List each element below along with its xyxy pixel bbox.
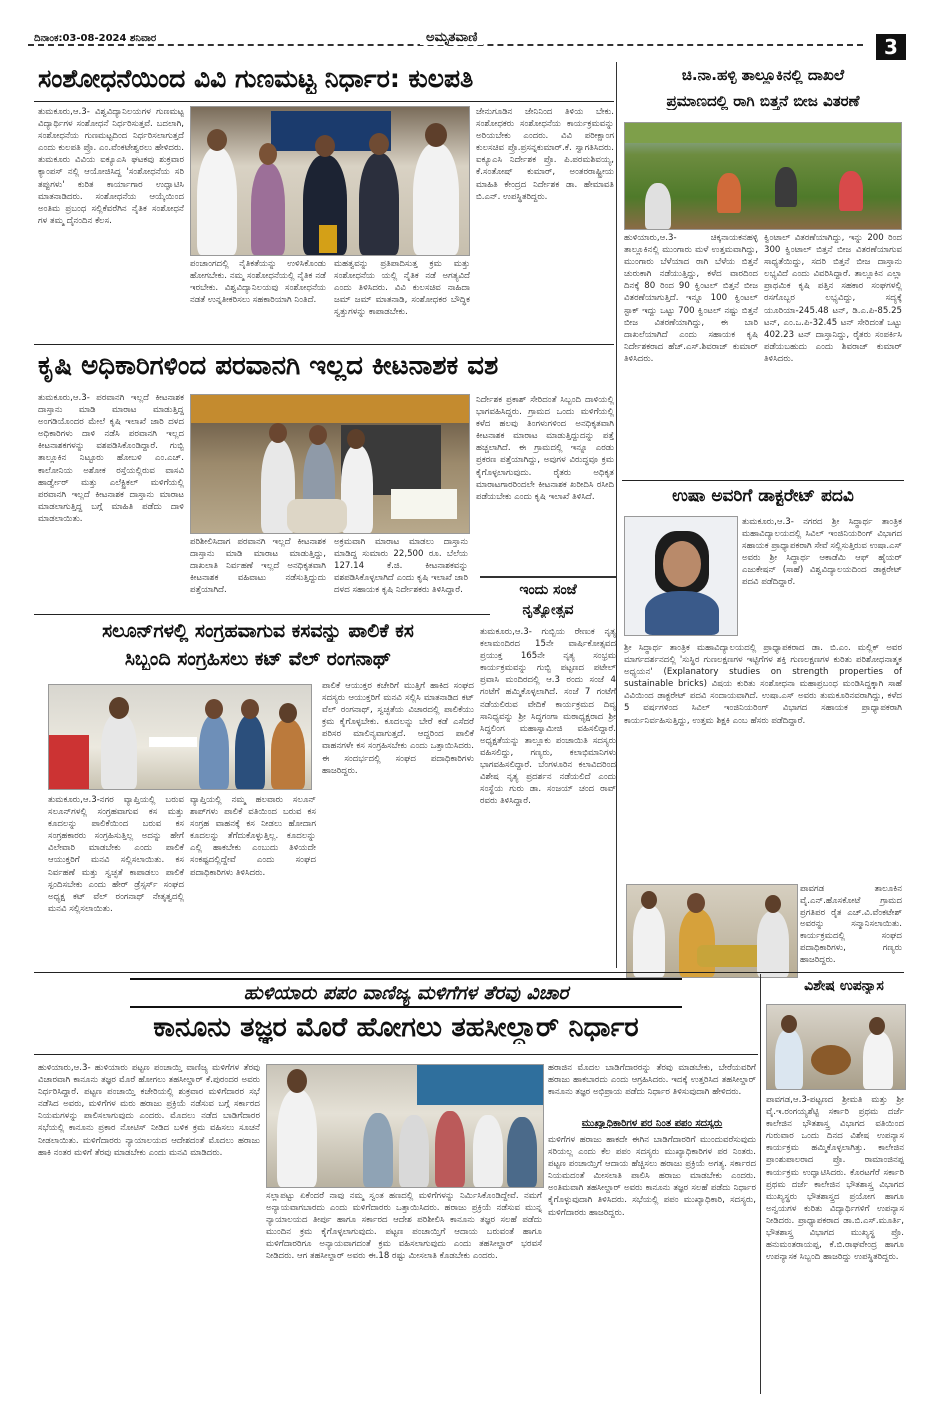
memorandum-paper: [149, 737, 197, 747]
shop-raid-photo: [190, 394, 470, 534]
person-figure: [235, 715, 265, 789]
person-face: [279, 703, 297, 723]
newspaper-name: ಅಮೃತವಾಣಿ: [420, 30, 483, 45]
person-figure: [413, 143, 459, 255]
dance-headline-1: ಇಂದು ಸಂಜೆ: [519, 582, 577, 598]
person-face: [347, 429, 365, 449]
huliyar-kicker: ಹುಳಿಯಾರು ಪಪಂ ವಾಣಿಜ್ಯ ಮಳಿಗೆಗಳ ತೆರವು ವಿಚಾರ: [130, 978, 682, 1008]
experiment-apparatus: [811, 1045, 851, 1075]
person-figure: [101, 713, 137, 789]
huliyar-subhead: ಮುಖ್ಯಾಧಿಕಾರಿಗಳ ಪರ ನಿಂತ ಪಪಂ ಸದಸ್ಯರು: [581, 1118, 723, 1129]
person-face: [765, 895, 781, 913]
person-figure: [359, 153, 399, 255]
person-figure: [473, 1115, 503, 1187]
person-face: [269, 423, 287, 443]
vv-col-2: ಪಂಚಾಂಗದಲ್ಲಿ ನೈತಿಕತೆಯನ್ನು ಉಳಿಸಿಕೊಂಡು ಹೋಗಬೇಕು. ನಮ್ಮ ಸಂಶೋಧನೆಯಲ್ಲಿ ನೈತಿಕ ನಡೆ ಇರಬೇಕು. ವಿಶ್ವವಿದ್ಯಾನಿಲಯವು ಸಂಶೋಧನೆಯ ನಡತೆ ಉನ್ನತೀಕರಿಸಲು ಸಹಕಾರಿಯಾಗಿ ನಿಂತಿದೆ.: [190, 259, 326, 306]
huliyar-col-3b: ಮಳಿಗೆಗಳ ಹರಾಜು ಹಾಕದೇ ಈಗಿನ ಬಾಡಿಗೆದಾರರಿಗೆ ಮುಂದುವರೆಸುವುದು ಸರಿಯಲ್ಲ ಎಂದು ಕೆಲ ಪಪಂ ಸದಸ್ಯರು ಮುಖ್ಯಾಧಿಕಾರಿಗಳ ಪರ ನಿಂತರು. ಪಟ್ಟಣ ಪಂಚಾಯ್ತಿಗೆ ಆದಾಯ ಹೆಚ್ಚಿಸಲು ಹರಾಜು ಪ್ರಕ್ರಿಯೆ ಅಗತ್ಯ. ಸರ್ಕಾರದ ನಿಯಮದಂತೆ ಮೀಸಲಾತಿ ಪಾಲಿಸಿ ಹರಾಜು ಮಾಡಬೇಕು ಎಂದರು. ಅಂತಿಮವಾಗಿ ತಹಸೀಲ್ದಾರ್ ಅವರು ಕಾನೂನು ತಜ್ಞರ ಸಲಹೆ ಪಡೆದು ನಿರ್ಧಾರ ಕೈಗೊಳ್ಳುವುದಾಗಿ ತಿಳಿಸಿದರು. ಸಭೆಯಲ್ಲಿ ಪಪಂ ಮುಖ್ಯಾಧಿಕಾರಿ, ಸದಸ್ಯರು, ಮಳಿಗೆದಾರರು ಹಾಜರಿದ್ದರು.: [548, 1135, 756, 1218]
university-event-photo: [190, 106, 470, 256]
issue-date: ದಿನಾಂಕ:03-08-2024 ಶನಿವಾರ: [34, 33, 157, 44]
person-figure: [435, 1111, 465, 1187]
rule: [34, 101, 614, 102]
lecture-photo: [766, 1004, 906, 1090]
usha-portrait: [624, 516, 738, 636]
person-face: [109, 697, 129, 719]
person-figure: [717, 173, 741, 213]
person-figure: [271, 719, 305, 789]
ragi-headline-1: ಚಿ.ನಾ.ಹಳ್ಳಿ ತಾಲ್ಲೂಕಿನಲ್ಲಿ ದಾಖಲೆ: [681, 66, 845, 84]
person-figure: [277, 1089, 317, 1187]
huliyar-col-2: ಸಲ್ಲಾಪಟ್ಟು ಏಕೆಂದರೆ ನಾವು ನಮ್ಮ ಸ್ವಂತ ಹಣದಲ್ಲಿ ಮಳಿಗೆಗಳನ್ನು ನಿರ್ಮಿಸಿಕೊಂಡಿದ್ದೇವೆ. ನಮಗೆ ಅನ್ಯಾಯವಾಗಬಾರದು ಎಂದು ಮಳಿಗೆದಾರರು ಒತ್ತಾಯಿಸಿದರು. ಹರಾಜು ಪ್ರಕ್ರಿಯೆ ನಡೆಸುವ ಮುನ್ನ ನ್ಯಾಯಾಲಯದ ತೀರ್ಪು ಹಾಗೂ ಸರ್ಕಾರದ ಆದೇಶ ಪರಿಶೀಲಿಸಿ ಕಾನೂನು ತಜ್ಞರ ಸಲಹೆ ಪಡೆದು ಮುಂದಿನ ಕ್ರಮ ಕೈಗೊಳ್ಳಲಾಗುವುದು. ಪಟ್ಟಣ ಪಂಚಾಯ್ತಿಗೆ ಆದಾಯ ಬರುವಂತೆ ಹಾಗೂ ಮಳಿಗೆದಾರರಿಗೂ ಅನ್ಯಾಯವಾಗದಂತೆ ಕ್ರಮ ವಹಿಸಲಾಗುವುದು ಎಂದು ತಹಸೀಲ್ದಾರ್ ಭರವಸೆ ನೀಡಿದರು. ಆಗ ತಹಸೀಲ್ದಾರ್ ಅವರು ಈ.18 ರಷ್ಟು ಮೀಸಲಾತಿ ಕೊಡಬೇಕು ಎಂದರು.: [266, 1191, 542, 1262]
person-face: [259, 143, 277, 165]
person-figure: [757, 911, 789, 977]
person-face: [869, 1017, 885, 1035]
person-face: [309, 425, 327, 445]
lamp: [319, 225, 337, 253]
rule: [34, 614, 490, 615]
huliyar-col-1: ಹುಳಿಯಾರು,ಆ.3- ಹುಳಿಯಾರು ಪಟ್ಟಣ ಪಂಚಾಯ್ತಿ ವಾಣಿಜ್ಯ ಮಳಿಗೆಗಳ ತೆರವು ವಿಚಾರವಾಗಿ ಕಾನೂನು ತಜ್ಞರ ಮೊರೆ ಹೋಗಲು ತಹಸೀಲ್ದಾರ್ ಕೆ.ಪುರಂದರ ಅವರು ನಿರ್ಧರಿಸಿದ್ದಾರೆ. ಪಟ್ಟಣ ಪಂಚಾಯ್ತಿ ಕಚೇರಿಯಲ್ಲಿ ಶುಕ್ರವಾರ ಮಳಿಗೆದಾರರ ಸಭೆ ನಡೆಸಿದ ಅವರು, ಮಳಿಗೆಗಳ ಮರು ಹರಾಜು ಪ್ರಕ್ರಿಯೆ ನಡೆಸುವ ಬಗ್ಗೆ ಸರ್ಕಾರದ ನಿಯಮಗಳನ್ನು ಪಾಲಿಸಲಾಗುವುದು ಎಂದರು. ಮೊದಲು ನಡೆದ ಬಾಡಿಗೆದಾರರ ಸಭೆಯಲ್ಲಿ ಕಾನೂನು ಪ್ರಕಾರ ನೋಟಿಸ್ ನೀಡಿದ ಬಳಿಕ ಕ್ರಮ ವಹಿಸಲು ಸೂಚನೆ ನೀಡಲಾಯಿತು. ಮಳಿಗೆದಾರರು ನ್ಯಾಯಾಲಯದ ಆದೇಶದಂತೆ ಮೊದಲು ಹರಾಜು ಹಾಕಿ ನಂತರ ಮಳಿಗೆ ತೆರವು ಮಾಡಬೇಕು ಎಂದು ಮನವಿ ಮಾಡಿದರು.: [38, 1063, 260, 1158]
person-figure: [775, 167, 797, 207]
person-face: [781, 1015, 797, 1033]
rule: [34, 1054, 758, 1055]
person-face: [287, 1069, 307, 1093]
vv-col-3: ಮಹತ್ವವನ್ನು ಪ್ರತಿಪಾದಿಸುತ್ತ ಕ್ರಮ ಮತ್ತು ಸಂಶೋಧನೆಯ ಯಲ್ಲಿ ನೈತಿಕ ನಡೆ ಅಗತ್ಯವಿದೆ ಎಂದು ತಿಳಿಸಿದರು. ವಿವಿ ಕುಲಸಚಿವ ನಾಹಿದಾ ಜಮ್ ಜಮ್ ಮಾತನಾಡಿ, ಸಂಶೋಧಕರ ಬೌದ್ಧಿಕ ಸ್ವತ್ತುಗಳನ್ನು ಕಾಪಾಡಬೇಕು.: [334, 259, 470, 318]
tree-line: [625, 123, 901, 143]
person-figure: [199, 715, 229, 789]
vv-headline: ಸಂಶೋಧನೆಯಿಂದ ವಿವಿ ಗುಣಮಟ್ಟ ನಿರ್ಧಾರ: ಕುಲಪತಿ: [38, 64, 474, 93]
person-face: [241, 699, 259, 719]
special-col: ಪಾವಗಡ,ಆ.3-ಪಟ್ಟಣದ ಶ್ರೀಮತಿ ಮತ್ತು ಶ್ರೀ ವೈ.ಇ.ರಂಗಯ್ಯಶೆಟ್ಟಿ ಸರ್ಕಾರಿ ಪ್ರಥಮ ದರ್ಜೆ ಕಾಲೇಜಿನ ಭೌತಶಾಸ್ತ್ರ ವಿಭಾಗದ ವತಿಯಿಂದ ಗುರುವಾರ ಒಂದು ದಿನದ ವಿಶೇಷ ಉಪನ್ಯಾಸ ಕಾರ್ಯಕ್ರಮ ಹಮ್ಮಿಕೊಳ್ಳಲಾಗಿತ್ತು. ಕಾಲೇಜಿನ ಪ್ರಾಂಶುಪಾಲರಾದ ಪ್ರೊ. ರಾಮಾಂಜಿನಪ್ಪ ಕಾರ್ಯಕ್ರಮ ಉದ್ಘಾಟಿಸಿದರು. ಕೊರಟಗೆರೆ ಸರ್ಕಾರಿ ಪ್ರಥಮ ದರ್ಜೆ ಕಾಲೇಜಿನ ಭೌತಶಾಸ್ತ್ರ ವಿಭಾಗದ ಮುಖ್ಯಸ್ಥರು ಭೌತಶಾಸ್ತ್ರದ ಪ್ರಯೋಗ ಹಾಗೂ ಅನ್ವಯಗಳ ಕುರಿತು ವಿದ್ಯಾರ್ಥಿಗಳಿಗೆ ಉಪನ್ಯಾಸ ನೀಡಿದರು. ಪ್ರಾಧ್ಯಾಪಕರಾದ ಡಾ.ಬಿ.ಎಸ್.ಮೂರ್ತಿ, ಭೌತಶಾಸ್ತ್ರ ವಿಭಾಗದ ಮುಖ್ಯಸ್ಥ ಪ್ರೊ. ಹನುಮಂತರಾಯಪ್ಪ, ಕೆ.ಬಿ.ರಾಘವೇಂದ್ರ ಹಾಗೂ ಉಪನ್ಯಾಸಕ ಸಿಬ್ಬಂದಿ ಹಾಜರಿದ್ದು ಉಪಸ್ಥಿತರಿದ್ದರು.: [766, 1095, 904, 1263]
person-face: [425, 123, 447, 147]
saloon-col-2: ವ್ಯಾಪ್ತಿಯಲ್ಲಿ ನಮ್ಮ ಹಲವಾರು ಸಲೂನ್ ಶಾಪ್‌ಗಳು ಪಾಲಿಕೆ ವತಿಯಿಂದ ಬರುವ ಕಸ ಸಂಗ್ರಹ ವಾಹನಕ್ಕೆ ಕಸ ನೀಡಲು ಹೋದಾಗ ಕೂದಲನ್ನು ತೆಗೆದುಕೊಳ್ಳುತ್ತಿಲ್ಲ. ಕೂದಲನ್ನು ಎಲ್ಲಿ ಹಾಕಬೇಕು ಎಂಬುದು ತಿಳಿಯದೇ ಸಂಕಷ್ಟದಲ್ಲಿದ್ದೇವೆ ಎಂದು ಸಂಘದ ಪದಾಧಿಕಾರಿಗಳು ತಿಳಿಸಿದರು.: [190, 795, 316, 878]
ragi-col-2: ಕ್ವಿಂಟಾಲ್ ವಿತರಣೆಯಾಗಿದ್ದು, ಇನ್ನು 200 ರಿಂದ 300 ಕ್ವಿಂಟಾಲ್ ಬಿತ್ತನೆ ಬೀಜ ವಿತರಣೆಯಾಗುವ ಸಾಧ್ಯತೆಯಿದ್ದು, ಸದರಿ ಬಿತ್ತನೆ ಬೀಜ ದಾಸ್ತಾನು ಲಭ್ಯವಿದೆ ಎಂದು ವಿವರಿಸಿದ್ದಾರೆ. ತಾಲ್ಲೂಕಿನ ಎಲ್ಲಾ ಪ್ರಾಥಮಿಕ ಕೃಷಿ ಪತ್ತಿನ ಸಹಕಾರ ಸಂಘಗಳಲ್ಲಿ ರಸಗೊಬ್ಬರ ಲಭ್ಯವಿದ್ದು, ಸದ್ಯಕ್ಕೆ ಯೂರಿಯಾ-245.48 ಟನ್, ಡಿ.ಎ.ಪಿ-85.25 ಟನ್, ಎಂ.ಒ.ಪಿ-32.45 ಟನ್ ಸೇರಿದಂತೆ ಒಟ್ಟು 402.23 ಟನ್ ದಾಸ್ತಾನಿದ್ದು, ರೈತರು ಸಂಪರ್ಕಿಸಿ ಪಡೆಯಬಹುದು ಎಂದು ಶಿವರಾಜ್ ಕುಮಾರ್ ತಿಳಿಸಿದರು.: [764, 233, 902, 364]
saloon-headline-2: ಸಿಬ್ಬಂದಿ ಸಂಗ್ರಹಿಸಲು ಕಟ್ ವೆಲ್ ರಂಗನಾಥ್: [124, 648, 392, 670]
person-figure: [197, 147, 237, 255]
pesticide-headline: ಕೃಷಿ ಅಧಿಕಾರಿಗಳಿಂದ ಪರವಾನಗಿ ಇಲ್ಲದ ಕೀಟನಾಶಕ ವಶ: [38, 351, 499, 381]
shop-signboard: [191, 395, 469, 423]
seized-sacks: [287, 499, 347, 533]
person-face: [315, 135, 335, 157]
page-number: 3: [876, 34, 906, 60]
person-figure: [363, 1113, 393, 1187]
huliyar-headline: ಕಾನೂನು ತಜ್ಞರ ಮೊರೆ ಹೋಗಲು ತಹಸೀಲ್ದಾರ್ ನಿರ್ಧಾರ: [153, 1012, 639, 1043]
pesticide-col-3: ಅಕ್ರಮವಾಗಿ ಮಾರಾಟ ಮಾಡಲು ದಾಸ್ತಾನು ಮಾಡಿದ್ದ ಸುಮಾರು 22,500 ರೂ. ಬೆಲೆಯ 127.14 ಕೆ.ಜಿ. ಕೀಟನಾಶಕವನ್ನು ವಶಪಡಿಸಿಕೊಳ್ಳಲಾಗಿದೆ ಎಂದು ಕೃಷಿ ಇಲಾಖೆ ಜಾರಿ ದಳದ ಸಹಾಯಕ ಕೃಷಿ ನಿರ್ದೇಶಕರು ತಿಳಿಸಿದ್ದಾರೆ.: [334, 537, 468, 596]
person-face: [663, 541, 701, 587]
person-figure: [507, 1117, 537, 1187]
rule: [480, 576, 616, 578]
huliyar-meeting-photo: [266, 1064, 544, 1188]
person-figure: [645, 183, 671, 229]
rule: [34, 344, 614, 345]
vv-col-4: ಜೇನುಗೂಡಿನ ಜೇನಿನಿಂದ ತಿಳಿಯ ಬೇಕು. ಸಂಶೋಧಕರು ಸಂಶೋಧನೆಯ ಕಾರ್ಯಕ್ರಮವನ್ನು ಅರಿಯಬೇಕು ಎಂದರು. ವಿವಿ ಪರೀಕ್ಷಾಂಗ ಕುಲಸಚಿವ ಪ್ರೊ.ಪ್ರಸನ್ನಕುಮಾರ್.ಕೆ. ಸ್ವಾಗತಿಸಿದರು. ಐಕ್ಯೂಎಸಿ ನಿರ್ದೇಶಕ ಪ್ರೊ. ಪಿ.ಪರಮಶಿವಯ್ಯ, ಕೆ.ಸಂತೋಷ್ ಕುಮಾರ್, ಅಂತರರಾಷ್ಟ್ರೀಯ ಮಾಹಿತಿ ಕೇಂದ್ರದ ನಿರ್ದೇಶಕ ಡಾ. ಹೇಮಾವತಿ ಬಿ.ಎನ್. ಉಪಸ್ಥಿತರಿದ್ದರು.: [476, 107, 614, 202]
saloon-headline-1: ಸಲೂನ್‌ಗಳಲ್ಲಿ ಸಂಗ್ರಹವಾಗುವ ಕಸವನ್ನು ಪಾಲಿಕೆ ಕಸ: [102, 620, 414, 642]
person-figure: [863, 1031, 893, 1089]
dance-headline-2: ನೃತ್ಯೋತ್ಸವ: [522, 602, 574, 618]
felicitation-photo: [626, 884, 798, 978]
column-rule: [760, 974, 761, 1394]
person-face: [687, 893, 705, 913]
person-face: [641, 891, 657, 909]
chair: [49, 735, 89, 789]
person-figure: [645, 591, 719, 635]
pesticide-col-4: ನಿರ್ದೇಶಕ ಪ್ರಕಾಶ್ ಸೇರಿದಂತೆ ಸಿಬ್ಬಂದಿ ದಾಳಿಯಲ್ಲಿ ಭಾಗವಹಿಸಿದ್ದರು. ಗ್ರಾಮದ ಒಂದು ಮಳಿಗೆಯಲ್ಲಿ ಕಳೆದ ಹಲವು ತಿಂಗಳುಗಳಿಂದ ಅನಧಿಕೃತವಾಗಿ ಕೀಟನಾಶಕ ಮಾರಾಟ ಮಾಡುತ್ತಿದ್ದುದನ್ನು ಪತ್ತೆ ಹಚ್ಚಲಾಗಿದೆ. ಈ ಗ್ರಾಮದಲ್ಲಿ ಇನ್ನೂ ಎರಡು ಪ್ರಕರಣ ಪತ್ತೆಯಾಗಿದ್ದು, ಅವುಗಳ ವಿರುದ್ಧವೂ ಕ್ರಮ ಕೈಗೊಳ್ಳಲಾಗುವುದು. ರೈತರು ಅಧಿಕೃತ ಮಾರಾಟಗಾರರಿಂದಲೇ ಕೀಟನಾಶಕ ಖರೀದಿಸಿ ರಸೀದಿ ಪಡೆಯಬೇಕು ಎಂದು ಕೃಷಿ ಇಲಾಖೆ ತಿಳಿಸಿದೆ.: [476, 395, 614, 502]
rule: [622, 480, 904, 481]
usha-col-1: ತುಮಕೂರು,ಆ.3- ನಗರದ ಶ್ರೀ ಸಿದ್ಧಾರ್ಥ ತಾಂತ್ರಿಕ ಮಹಾವಿದ್ಯಾಲಯದಲ್ಲಿ ಸಿವಿಲ್ ಇಂಜಿನಿಯರಿಂಗ್ ವಿಭಾಗದ ಸಹಾಯಕ ಪ್ರಾಧ್ಯಾಪಕರಾಗಿ ಸೇವೆ ಸಲ್ಲಿಸುತ್ತಿರುವ ಉಷಾ.ಎಸ್ ಅವರು ಶ್ರೀ ಸಿದ್ಧಾರ್ಥ ಆಕಾಡೆಮಿ ಆಫ್ ಹೈಯರ್ ಎಜುಕೇಷನ್ (ಸಾಹೆ) ವಿಶ್ವವಿದ್ಯಾಲಯದಿಂದ ಡಾಕ್ಟರೇಟ್ ಪದವಿ ಪಡೆದಿದ್ದಾರೆ.: [742, 517, 902, 588]
person-figure: [839, 171, 863, 211]
person-figure: [251, 163, 285, 255]
person-figure: [399, 1115, 429, 1187]
usha-headline: ಉಷಾ ಅವರಿಗೆ ಡಾಕ್ಟರೇಟ್ ಪದವಿ: [672, 486, 854, 506]
dance-col: ತುಮಕೂರು,ಆ.3- ಗುಬ್ಬಿಯ ರೇಣುಕ ನೃತ್ಯ ಕಲಾಮಂದಿರದ 15ನೇ ವಾರ್ಷಿಕೋತ್ಸವದ ಪ್ರಯುಕ್ತ 165ನೇ ನೃತ್ಯ ಸಂಭ್ರಮ ಕಾರ್ಯಕ್ರಮವನ್ನು ಗುಬ್ಬಿ ಪಟ್ಟಣದ ಪಟೇಲ್ ಪ್ರವಾಸಿ ಮಂದಿರದಲ್ಲಿ ಆ.3 ರಂದು ಸಂಜೆ 4 ಗಂಟೆಗೆ ಹಮ್ಮಿಕೊಳ್ಳಲಾಗಿದೆ. ಸಂಜೆ 7 ಗಂಟೆಗೆ ನಡೆಯಲಿರುವ ವೇದಿಕೆ ಕಾರ್ಯಕ್ರಮದ ದಿವ್ಯ ಸಾನಿಧ್ಯವನ್ನು ಶ್ರೀ ಸಿದ್ಧಗಂಗಾ ಮಠಾಧ್ಯಕ್ಷರಾದ ಶ್ರೀ ಸಿದ್ಧಲಿಂಗ ಮಹಾಸ್ವಾಮೀಜಿ ವಹಿಸಲಿದ್ದಾರೆ. ಅಧ್ಯಕ್ಷತೆಯನ್ನು ತಾಲ್ಲೂಕು ಪಂಚಾಯಿತಿ ಸದಸ್ಯರು ವಹಿಸಲಿದ್ದು, ಗಣ್ಯರು, ಕಲಾಭಿಮಾನಿಗಳು ಭಾಗವಹಿಸಲಿದ್ದಾರೆ. ಬೆಂಗಳೂರಿನ ಕಲಾವಿದರಿಂದ ವಿಶೇಷ ನೃತ್ಯ ಪ್ರದರ್ಶನ ನಡೆಯಲಿದೆ ಎಂದು ಸಂಸ್ಥೆಯ ಗುರು ಡಾ. ಸಂಜಯ್ ಚಂದ ರಾವ್ ರವರು ತಿಳಿಸಿದ್ದಾರೆ.: [480, 627, 616, 807]
saloon-col-1: ತುಮಕೂರು,ಆ.3-ನಗರ ವ್ಯಾಪ್ತಿಯಲ್ಲಿ ಬರುವ ಸಲೂನ್‌ಗಳಲ್ಲಿ ಸಂಗ್ರಹವಾಗುವ ಕಸ ಮತ್ತು ಕೂದಲನ್ನು ಪಾಲಿಕೆಯಿಂದ ಬರುವ ಕಸ ಸಂಗ್ರಹಕಾರರು ಸಂಗ್ರಹಿಸುತ್ತಿಲ್ಲ ಅದನ್ನು ಹೇಗೆ ವಿಲೇವಾರಿ ಮಾಡಬೇಕು ಎಂದು ಪಾಲಿಕೆ ಆಯುಕ್ತರಿಗೆ ಮನವಿ ಸಲ್ಲಿಸಲಾಯಿತು. ಕಸ ನಿರ್ವಹಣೆ ಮತ್ತು ಸ್ವಚ್ಛತೆ ಕಾಪಾಡಲು ಪಾಲಿಕೆ ಸ್ಪಂದಿಸಬೇಕು ಎಂದು ಹೇರ್ ಡ್ರೆಸ್ಸರ್ಸ್ ಸಂಘದ ಅಧ್ಯಕ್ಷ ಕಟ್ ವೆಲ್ ರಂಗನಾಥ್ ನೇತೃತ್ವದಲ್ಲಿ ಮನವಿ ಸಲ್ಲಿಸಲಾಯಿತು.: [48, 795, 184, 914]
column-rule: [616, 62, 617, 968]
person-figure: [775, 1029, 803, 1089]
person-face: [369, 133, 389, 155]
ragi-field-photo: [624, 122, 902, 230]
saloon-memo-photo: [48, 684, 312, 790]
person-figure: [633, 905, 665, 977]
photo-stamp: [391, 489, 457, 519]
pesticide-col-2: ಪರಿಶೀಲಿಸಿದಾಗ ಪರವಾನಗಿ ಇಲ್ಲದೆ ಕೀಟನಾಶಕ ದಾಸ್ತಾನು ಮಾಡಿ ಮಾರಾಟ ಮಾಡುತ್ತಿದ್ದು, ದಾಖಲಾತಿ ನಿರ್ವಹಣೆ ಇಲ್ಲದೆ ಅನಧಿಕೃತವಾಗಿ ಕೀಟನಾಶಕ ವಹಿವಾಟು ನಡೆಸುತ್ತಿದ್ದುದು ಪತ್ತೆಯಾಗಿದೆ.: [190, 537, 326, 596]
pesticide-col-1: ತುಮಕೂರು,ಆ.3- ಪರವಾನಗಿ ಇಲ್ಲದೆ ಕೀಟನಾಶಕ ದಾಸ್ತಾನು ಮಾಡಿ ಮಾರಾಟ ಮಾಡುತ್ತಿದ್ದ ಅಂಗಡಿಯೊಂದರ ಮೇಲೆ ಕೃಷಿ ಇಲಾಖೆ ಜಾರಿ ದಳದ ಅಧಿಕಾರಿಗಳು ದಾಳಿ ನಡೆಸಿ ಪರವಾನಗಿ ಇಲ್ಲದ ಕೀಟನಾಶಕಗಳನ್ನು ವಶಪಡಿಸಿಕೊಂಡಿದ್ದಾರೆ. ಗುಬ್ಬಿ ತಾಲ್ಲೂಕಿನ ನಿಟ್ಟೂರು ಹೋಬಳಿ ಎಂ.ಎಚ್. ಕಾಲೋನಿಯ ಅಶೋಕ ರಸ್ತೆಯಲ್ಲಿರುವ ವಾಸವಿ ಹಾರ್ಡ್ವೇರ್ ಮತ್ತು ಎಲೆಕ್ಟ್ರಿಕಲ್ ಮಳಿಗೆಯಲ್ಲಿ ಪರವಾನಗಿ ಇಲ್ಲದೆ ಕೀಟನಾಶಕ ದಾಸ್ತಾನು ಮಾರಾಟ ಮಾಡಲಾಗುತ್ತಿದ್ದ ಬಗ್ಗೆ ಮಾಹಿತಿ ಪಡೆದು ದಾಳಿ ಮಾಡಲಾಯಿತು.: [38, 393, 184, 524]
huliyar-col-3: ಹರಾಜಿನ ಮೊದಲ ಬಾಡಿಗೆದಾರರನ್ನು ತೆರವು ಮಾಡಬೇಕು, ಬೇರೆಯವರಿಗೆ ಹರಾಜು ಹಾಕಬಾರದು ಎಂದು ಆಗ್ರಹಿಸಿದರು. ಇದಕ್ಕೆ ಉತ್ತರಿಸಿದ ತಹಸೀಲ್ದಾರ್ ಕಾನೂನು ತಜ್ಞರ ಅಭಿಪ್ರಾಯ ಪಡೆದು ನಿರ್ಧಾರ ತಿಳಿಸುವುದಾಗಿ ಹೇಳಿದರು.: [548, 1063, 756, 1098]
special-headline: ವಿಶೇಷ ಉಪನ್ಯಾಸ: [804, 978, 884, 994]
window: [417, 1065, 543, 1105]
saloon-col-3: ಪಾಲಿಕೆ ಆಯುಕ್ತರ ಕಚೇರಿಗೆ ಮುತ್ತಿಗೆ ಹಾಕಿದ ಸಂಘದ ಸದಸ್ಯರು ಆಯುಕ್ತರಿಗೆ ಮನವಿ ಸಲ್ಲಿಸಿ ಮಾತನಾಡಿದ ಕಟ್ ವೆಲ್ ರಂಗನಾಥ್, ಸ್ವಚ್ಛತೆಯ ವಿಚಾರದಲ್ಲಿ ಪಾಲಿಕೆಯು ಕ್ರಮ ಕೈಗೊಳ್ಳಬೇಕು. ಕೂದಲನ್ನು ಬೇರೆ ಕಡೆ ಎಸೆದರೆ ಪರಿಸರ ಮಾಲಿನ್ಯವಾಗುತ್ತದೆ. ಆದ್ದರಿಂದ ಪಾಲಿಕೆ ವಾಹನಗಳೇ ಕಸ ಸಂಗ್ರಹಿಸಬೇಕು ಎಂದು ಒತ್ತಾಯಿಸಿದರು. ಈ ಸಂದರ್ಭದಲ್ಲಿ ಸಂಘದ ಪದಾಧಿಕಾರಿಗಳು ಹಾಜರಿದ್ದರು.: [322, 681, 474, 776]
ragi-headline-2: ಪ್ರಮಾಣದಲ್ಲಿ ರಾಗಿ ಬಿತ್ತನೆ ಬೀಜ ವಿತರಣೆ: [666, 92, 860, 110]
vv-col-1: ತುಮಕೂರು,ಆ.3- ವಿಶ್ವವಿದ್ಯಾನಿಲಯಗಳ ಗುಣಮಟ್ಟ ವಿದ್ಯಾರ್ಥಿಗಳ ಸಂಶೋಧನೆ ನಿರ್ಧರಿಸುತ್ತವೆ. ಬದಲಾಗಿ, ಸಂಶೋಧನೆಯ ಗುಣಮಟ್ಟದಿಂದ ನಿರ್ಧರಿಸಲಾಗುತ್ತದೆ ಎಂದು ಕುಲಪತಿ ಪ್ರೊ. ಎಂ.ವೆಂಕಟೇಶ್ವರಲು ಹೇಳಿದರು. ತುಮಕೂರು ವಿವಿಯ ಐಕ್ಯೂಎಸಿ ಘಟಕವು ಶುಕ್ರವಾರ ಕ್ಯಾಂಪಸ್ ನಲ್ಲಿ ಆಯೋಜಿಸಿದ್ದ 'ಸಂಶೋಧನೆಯ ಸರಿ ತಪ್ಪುಗಳು' ಕುರಿತ ಕಾರ್ಯಾಗಾರ ಉದ್ಘಾಟಿಸಿ ಮಾತನಾಡಿದರು. ಸಂಶೋಧನೆಯ ಆಯ್ಕೆಯಿಂದ ಅಂತಿಮ ಪ್ರಬಂಧ ಸಲ್ಲಿಕೆವರೆಗಿನ ನೈತಿಕ ಸಂಶೋಧನೆ ಗಳ ತಮ್ಮ ದೈನಂದಿನ ಕೆಲಸ.: [38, 107, 184, 226]
ragi-col-1: ಹುಳಿಯಾರು,ಆ.3- ಚಿಕ್ಕನಾಯಕನಹಳ್ಳಿ ತಾಲ್ಲೂಕಿನಲ್ಲಿ ಮುಂಗಾರು ಮಳೆ ಉತ್ತಮವಾಗಿದ್ದು, ಮುಂಗಾರು ಬೆಳೆಯಾದ ರಾಗಿ ಬೆಳೆಯ ಬಿತ್ತನೆ ಚುರುಕಾಗಿ ನಡೆಯುತ್ತಿದ್ದು, ಕಳೆದ ವಾರದಿಂದ ದಿನಕ್ಕೆ 80 ರಿಂದ 90 ಕ್ವಿಂಟಲ್ ಬಿತ್ತನೆ ಬೀಜ ವಿತರಣೆಯಾಗುತ್ತಿದೆ. ಇನ್ನೂ 100 ಕ್ವಿಂಟಲ್ ಸ್ಟಾಕ್ ಇದ್ದು ಒಟ್ಟು 700 ಕ್ವಿಂಟಲ್ ನಷ್ಟು ಬಿತ್ತನೆ ಬೀಜ ವಿತರಣೆಯಾಗಿದ್ದು, ಈ ಬಾರಿ ದಾಖಲೆಯಾಗಿದೆ ಎಂದು ಸಹಾಯಕ ಕೃಷಿ ನಿರ್ದೇಶಕರಾದ ಹೆಚ್.ಎಸ್.ಶಿವರಾಜ್ ಕುಮಾರ್ ತಿಳಿಸಿದರು.: [624, 233, 758, 364]
person-face: [205, 699, 223, 719]
person-face: [207, 129, 227, 151]
rule: [34, 972, 904, 973]
usha-col-2: ಶ್ರೀ ಸಿದ್ಧಾರ್ಥ ತಾಂತ್ರಿಕ ಮಹಾವಿದ್ಯಾಲಯದಲ್ಲಿ ಪ್ರಾಧ್ಯಾಪಕರಾದ ಡಾ. ಬಿ.ಎಂ. ಮಲ್ಲಿಕ್ ಅವರ ಮಾರ್ಗದರ್ಶನದಲ್ಲಿ 'ಸುಸ್ಥಿರ ಗುಣಲಕ್ಷಣಗಳ ಇಟ್ಟಿಗೆಗಳ ಶಕ್ತಿ ಗುಣಲಕ್ಷಣಗಳ ಕುರಿತು ಪರಿಶೋಧನಾತ್ಮಕ ಅಧ್ಯಯನ' (Explanatory studies on strength properties of sustainable bricks) ವಿಷಯ ಕುರಿತು ಸಂಶೋಧನಾ ಮಹಾಪ್ರಬಂಧ ಮಂಡಿಸಿದ್ದಕ್ಕಾಗಿ ಸಾಹೆ ವಿವಿಯಿಂದ ಡಾಕ್ಟರೇಟ್ ಪದವಿ ಸಂದಾಯವಾಗಿದೆ. ಉಷಾ.ಎಸ್ ಅವರು ತುಮಕೂರಿನವರಾಗಿದ್ದು, ಕಳೆದ 5 ವರ್ಷಗಳಿಂದ ಸಿವಿಲ್ ಇಂಜಿನಿಯರಿಂಗ್ ವಿಭಾಗದ ಸಹಾಯಕ ಪ್ರಾಧ್ಯಾಪಕರಾಗಿ ಕಾರ್ಯನಿರ್ವಹಿಸುತ್ತಿದ್ದು, ಉತ್ತಮ ಶಿಕ್ಷಕಿ ಎಂಬ ಹೆಸರು ಪಡೆದಿದ್ದಾರೆ.: [624, 643, 902, 726]
felicitation-caption: ಪಾವಗಡ ತಾಲೂಕಿನ ವೈ.ಎನ್.ಹೊಸಕೋಟೆ ಗ್ರಾಮದ ಪ್ರಗತಿಪರ ರೈತ ಎಚ್.ವಿ.ವೆಂಕಟೇಶ್ ಅವರನ್ನು ಸನ್ಮಾನಿಸಲಾಯಿತು. ಕಾರ್ಯಕ್ರಮದಲ್ಲಿ ಸಂಘದ ಪದಾಧಿಕಾರಿಗಳು, ಗಣ್ಯರು ಹಾಜರಿದ್ದರು.: [800, 884, 902, 965]
